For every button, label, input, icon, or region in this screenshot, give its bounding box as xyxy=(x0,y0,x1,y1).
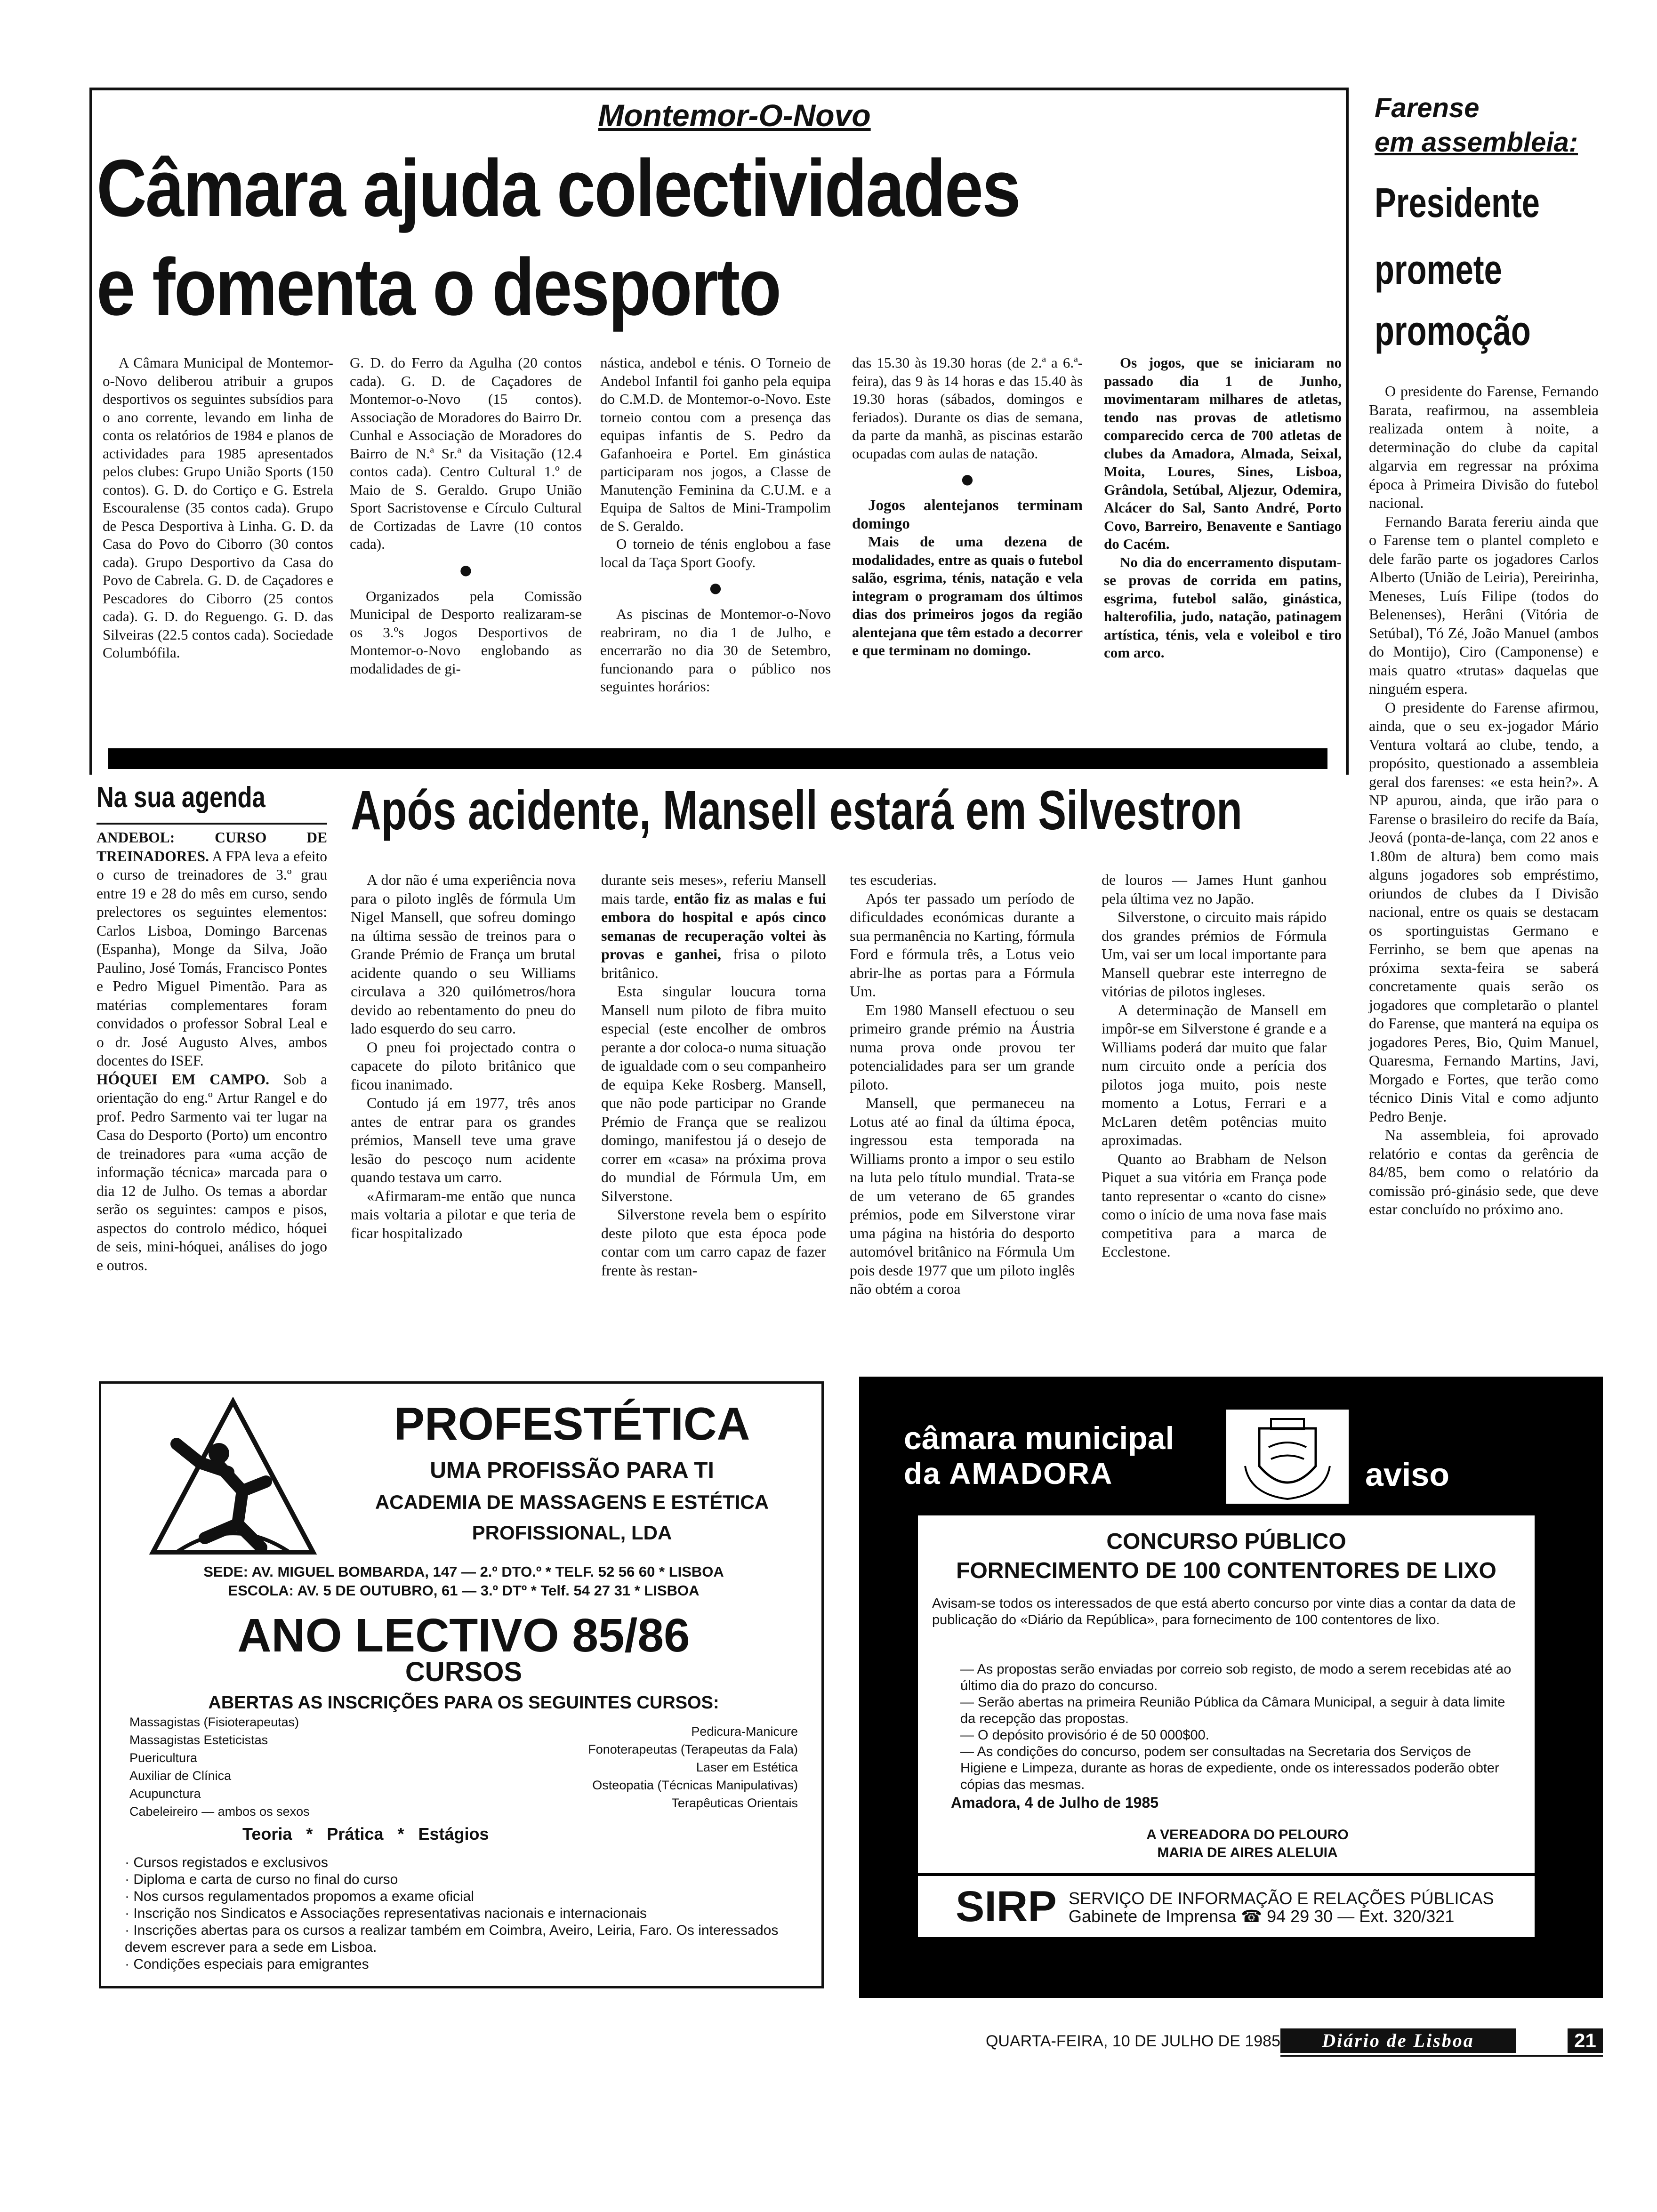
ad2-title1: CONCURSO PÚBLICO xyxy=(1106,1529,1346,1554)
main-col3-p1: nástica, andebol e ténis. O Torneio de Andebol Infantil foi ganho pela equipa do C.M.D. de Montemor-o-Novo. Este torneio contou com a presença das equipas infantis de S. Pedro da Gafanhoeira e Portel. Em ginástica participaram nos jogos, a Classe de Manutenção Feminina da C.U.M. e a Equipa de Saltos de Mini-Trampolim de S. Geraldo. xyxy=(600,354,831,534)
main-col-1 xyxy=(103,354,333,662)
ad2-sirp-panel xyxy=(918,1873,1535,1937)
course-item: Cabeleireiro — ambos os sexos xyxy=(129,1804,310,1819)
note-item: · Diploma e carta de curso no final do curso xyxy=(125,1872,398,1887)
course-item: Auxiliar de Clínica xyxy=(129,1769,232,1783)
main-headline-line2: e fomenta o desporto xyxy=(97,242,780,332)
main-col4-head: Jogos alentejanos terminam domingo xyxy=(852,497,1083,532)
bullet-icon: ● xyxy=(458,556,474,584)
main-col2-p2: Organizados pela Comissão Municipal de Desporto realizaram-se os 3.ºs Jogos Desportivos de Montemor-o-Novo englobando as modalidades de gi- xyxy=(350,587,582,677)
mansell-c1c: Contudo já em 1977, três anos antes de entrar para os grandes prémios, Mansell teve uma grave lesão do pescoço num acidente quando testava um carro. xyxy=(351,1094,576,1186)
ad2-sirp: SIRP xyxy=(956,1883,1057,1931)
ad2-item: — As condições do concurso, podem ser consultadas na Secretaria dos Serviços de Higiene e Limpeza, durante as horas de expediente, onde os interessados poderão obter cópias das mesmas. xyxy=(960,1744,1499,1792)
course-item: Osteopatia (Técnicas Manipulativas) xyxy=(592,1778,798,1792)
ad2-org2: da AMADORA xyxy=(904,1457,1113,1491)
ad2-date: Amadora, 4 de Julho de 1985 xyxy=(951,1794,1159,1811)
bullet-icon: ● xyxy=(708,575,723,601)
ad1-left-courses xyxy=(129,1713,431,1820)
side-p1: O presidente do Farense, Fernando Barata, reafirmou, na assembleia realizada ontem à noite, a determinação do clube da capital algarvia em regressar na próxima época à Primeira Divisão do futebol nacional. xyxy=(1369,383,1599,511)
ad2-intro: Avisam-se todos os interessados de que está aberto concurso por vinte dias a contar da data de publicação do «Diário da República», para fornecimento de 100 contentores de lixo. xyxy=(932,1596,1516,1627)
course-item: Terapêuticas Orientais xyxy=(671,1796,798,1810)
ad2-sign1: A VEREADORA DO PELOURO xyxy=(1146,1827,1349,1843)
note-text: Nos cursos regulamentados propomos a exame oficial xyxy=(133,1889,475,1904)
agenda-h2: HÓQUEI EM CAMPO. xyxy=(97,1071,270,1088)
mansell-c4d: Quanto ao Brabham de Nelson Piquet a sua vitória em França pode tanto representar o «canto do cisne» como o início de uma nova fase mais competitiva para a marca de Ecclestone. xyxy=(1102,1150,1327,1260)
ad1-escola: ESCOLA: AV. 5 DE OUTUBRO, 61 — 3.º DTº * Telf. 54 27 31 * LISBOA xyxy=(228,1582,700,1599)
mansell-c1: A dor não é uma experiência nova para o piloto inglês de fórmula Um Nigel Mansell, que sofreu domingo na última sessão de treinos para o Grande Prémio de França um brutal acidente quando o seu Williams circulava a 320 quilómetros/hora devido ao rebentamento do pneu do lado esquerdo do seu carro. xyxy=(351,871,576,1037)
mansell-c4b: Silverstone, o circuito mais rápido dos grandes prémios de Fórmula Um, vai ser um local importante para Mansell quebrar este interregno de vitórias de pilotos ingleses. xyxy=(1102,908,1327,1000)
main-col-4 xyxy=(852,354,1083,660)
course-item: Pedicura-Manicure xyxy=(691,1724,798,1739)
course-item: Massagistas Esteticistas xyxy=(129,1733,268,1747)
main-col-3 xyxy=(600,354,831,696)
note-item: · Condições especiais para emigrantes xyxy=(125,1956,369,1972)
side-body xyxy=(1369,382,1599,1219)
footer-masthead: Diário de Lisboa xyxy=(1280,2028,1516,2053)
ad2-item: — As propostas serão enviadas por correio sob registo, de modo a serem recebidas até ao último dia do prazo do concurso. xyxy=(960,1662,1512,1693)
main-col-5 xyxy=(1104,354,1342,662)
note-text: Inscrição nos Sindicatos e Associações representativas nacionais e internacionais xyxy=(133,1906,647,1921)
ad1-abertas: ABERTAS AS INSCRIÇÕES PARA OS SEGUINTES CURSOS: xyxy=(208,1693,719,1713)
ad2-sirp1: SERVIÇO DE INFORMAÇÃO E RELAÇÕES PÚBLICAS xyxy=(1069,1889,1494,1908)
note-text: Inscrições abertas para os cursos a realizar também em Coimbra, Aveiro, Leiria, Faro. Os interessados devem escrever para a sede em Lisboa. xyxy=(125,1923,779,1955)
main-col3-p2: O torneio de ténis englobou a fase local da Taça Sport Goofy. xyxy=(600,536,831,570)
side-headline-line2: promete xyxy=(1375,246,1502,293)
note-text: Cursos registados e exclusivos xyxy=(133,1855,328,1870)
athlete-logo-icon xyxy=(148,1397,318,1557)
ad1-ano: ANO LECTIVO 85/86 xyxy=(237,1609,690,1662)
side-headline-line1: Presidente xyxy=(1375,179,1540,226)
ad1-tag2: ACADEMIA DE MASSAGENS E ESTÉTICA xyxy=(375,1491,769,1513)
mansell-c2quote: então fiz as malas e fui embora do hospital e após cinco semanas de recuperação voltei às provas e ganhei, xyxy=(601,890,827,962)
note-item: · Inscrição nos Sindicatos e Associações representativas nacionais e internacionais xyxy=(125,1906,647,1921)
main-box-bottom-bar xyxy=(108,748,1327,769)
mansell-c3d: Mansell, que permaneceu na Lotus até ao final da última época, ingressou esta temporada na Williams pronto a impor o seu estilo na luta pelo título mundial. Trata-se de um veterano de 65 grandes prémios, pode em Silverstone virar uma página na história do desporto automóvel britânico na Fórmula Um pois desde 1977 que um piloto inglês não obtém a coroa xyxy=(850,1094,1075,1297)
agenda-title: Na sua agenda xyxy=(97,781,265,814)
ad1-name: PROFESTÉTICA xyxy=(394,1398,750,1450)
agenda-body xyxy=(97,828,327,1274)
ad1-notes xyxy=(125,1854,793,1973)
mansell-c4a: de louros — James Hunt ganhou pela última vez no Japão. xyxy=(1102,871,1327,907)
ad2-notice-panel xyxy=(918,1515,1535,1873)
main-col4-p2: Mais de uma dezena de modalidades, entre as quais o futebol salão, esgrima, ténis, natação e vela integram o programam dos últimos dias dos primeiros jogos da região alentejana que têm estado a decorrer e que terminam no domingo. xyxy=(852,533,1083,658)
ad2-sign2: MARIA DE AIRES ALELUIA xyxy=(1157,1845,1338,1860)
agenda-t2: Sob a orientação do eng.º Artur Rangel e do prof. Pedro Sarmento vai ter lugar na Casa do Desporto (Porto) um encontro de treinadores para «uma acção de informação técnica» marcada para o dia 12 de Julho. Os temas a abordar serão os seguintes: campos e pisos, aspectos do controlo médico, hóquei de seis, mini-hóquei, análises do jogo e outros. xyxy=(97,1071,327,1274)
mansell-c2d: Silverstone revela bem o espírito deste piloto que esta época pode contar com um carro capaz de fazer frente às restan- xyxy=(601,1206,826,1279)
footer-date: QUARTA-FEIRA, 10 DE JULHO DE 1985 xyxy=(985,2032,1280,2050)
ad1-right-courses xyxy=(478,1723,798,1812)
note-item: · Cursos registados e exclusivos xyxy=(125,1855,328,1870)
note-item: · Nos cursos regulamentados propomos a exame oficial xyxy=(125,1889,475,1904)
main-col3-p3: As piscinas de Montemor-o-Novo reabriram, no dia 1 de Julho, e encerrarão no dia 30 de Setembro, funcionando para o público nos seguintes horários: xyxy=(600,606,831,695)
ad1-sede: SEDE: AV. MIGUEL BOMBARDA, 147 — 2.º DTO.º * TELF. 52 56 60 * LISBOA xyxy=(203,1563,724,1580)
agenda-item-1 xyxy=(97,828,327,1070)
ad2-items xyxy=(960,1661,1516,1793)
mansell-c2c: Esta singular loucura torna Mansell num piloto de fibra muito especial (este encolher de ombros perante a dor coloca-o numa situação de igualdade com o seu companheiro de equipa Keke Rosberg. Mansell, que não pode participar no Grande Prémio de França que se realizou domingo, manifestou já o desejo de correr em «casa» na próxima prova do mundial de Fórmula Um, em Silverstone. xyxy=(601,983,826,1204)
mansell-headline: Após acidente, Mansell estará em Silvestron xyxy=(351,779,1242,842)
mode-item: Teoria xyxy=(242,1824,292,1843)
main-col1-text: A Câmara Municipal de Montemor-o-Novo deliberou atribuir a grupos desportivos os seguintes subsídios para o ano corrente, levando em linha de conta os relatórios de 1984 e planos de actividades para 1985 apresentados pelos clubes: Grupo União Sports (150 contos). G. D. do Cortiço e G. Estrela Escouralense (35 contos cada). Grupo de Pesca Desportiva à Linha. G. D. da Casa do Povo do Ciborro (30 contos cada). Grupo Desportivo da Casa do Povo de Cabrela. G. D. de Caçadores e Pescadores do Ciborro (25 contos cada). G. D. do Reguengo. G. D. das Silveiras (22.5 contos cada). Sociedade Columbófila. xyxy=(103,354,333,661)
course-item: Laser em Estética xyxy=(696,1760,798,1774)
ad1-tag1: UMA PROFISSÃO PARA TI xyxy=(430,1458,714,1483)
main-col-2 xyxy=(350,354,582,678)
main-col2-p1: G. D. do Ferro da Agulha (20 contos cada). G. D. de Caçadores de Montemor-o-Novo (15 contos). Associação de Moradores do Bairro Dr. Cunhal e Associação de Moradores do Bairro de N.ª Sr.ª da Visitação (12.4 contos cada). Centro Cultural 1.º de Maio de S. Geraldo. Grupo União Sport Sacristovense e Círculo Cultural de Cortizadas de Lavre (10 contos cada). xyxy=(350,354,582,552)
main-headline-line1: Câmara ajuda colectividades xyxy=(97,143,1020,233)
ad-amadora xyxy=(859,1377,1603,1998)
mode-item: Prática xyxy=(327,1824,384,1843)
mansell-c3a: tes escuderias. xyxy=(850,871,937,888)
ad2-org1: câmara municipal xyxy=(904,1420,1174,1456)
mansell-c2a: durante seis meses», referiu Mansell mais tarde, xyxy=(601,871,826,907)
mansell-col-1 xyxy=(351,871,576,1242)
note-item: · Inscrições abertas para os cursos a realizar também em Coimbra, Aveiro, Leiria, Faro. Os interessados devem escrever para a sede em Lisboa. xyxy=(125,1923,779,1955)
ad2-item: — O depósito provisório é de 50 000$00. xyxy=(960,1728,1209,1743)
mansell-c1b: O pneu foi projectado contra o capacete do piloto britânico que ficou inanimado. xyxy=(351,1038,576,1093)
main-col5-p1: Os jogos, que se iniciaram no passado dia 1 de Junho, movimentaram milhares de atletas, tendo nas provas de atletismo comparecido cerca de 700 atletas de clubes da Amadora, Almada, Seixal, Moita, Loures, Sines, Lisboa, Grândola, Setúbal, Aljezur, Odemira, Alcácer do Sal, Santo André, Porto Covo, Barreiro, Benavente e Santiago do Cacém. xyxy=(1104,354,1342,552)
municipal-crest-icon xyxy=(1226,1410,1349,1504)
ad-profestetica xyxy=(99,1381,824,1988)
main-box-right-rule xyxy=(1346,88,1349,775)
course-item: Puericultura xyxy=(129,1751,198,1765)
side-kicker-line2: em assembleia: xyxy=(1375,127,1578,158)
footer-page-number: 21 xyxy=(1568,2028,1603,2053)
ad1-cursos: CURSOS xyxy=(405,1657,523,1687)
ad2-sirp2: Gabinete de Imprensa ☎ 94 29 30 — Ext. 320/321 xyxy=(1069,1907,1455,1926)
ad2-item: — Serão abertas na primeira Reunião Pública da Câmara Municipal, a seguir à data limite da recepção das propostas. xyxy=(960,1695,1505,1726)
mansell-col-3 xyxy=(850,871,1075,1298)
course-item: Fonoterapeutas (Terapeutas da Fala) xyxy=(588,1742,798,1756)
side-p4: Na assembleia, foi aprovado relatório e contas da gerência de 84/85, bem como o relatório da comissão pró-ginásio sede, que deve estar concluído no próximo ano. xyxy=(1369,1126,1599,1218)
top-rule xyxy=(89,88,1349,90)
main-col5-p2: No dia do encerramento disputam-se provas de corrida em patins, esgrima, futebol salão, ginástica, halterofilia, judo, natação, patinagem artística, ténis, vela e voleibol e tiro com arco. xyxy=(1104,553,1342,661)
ad1-tag3: PROFISSIONAL, LDA xyxy=(472,1522,672,1544)
mansell-c1d: «Afirmaram-me então que nunca mais voltaria a pilotar e que teria de ficar hospitalizado xyxy=(351,1187,576,1242)
course-item: Massagistas (Fisioterapeutas) xyxy=(129,1715,299,1729)
mansell-c3c: Em 1980 Mansell efectuou o seu primeiro grande prémio na Áustria numa prova onde provou ter potencialidades para ser um grande piloto. xyxy=(850,1001,1075,1093)
main-box-left-rule xyxy=(89,88,92,775)
agenda-item-2 xyxy=(97,1070,327,1275)
main-kicker: Montemor-O-Novo xyxy=(598,98,871,133)
agenda-t1: A FPA leva a efeito o curso de treinadores de 3.º grau entre 19 e 28 do mês em curso, sendo prelectores os seguintes elementos: Carlos Lisboa, Domingo Barcenas (Espanha), Monge da Silva, João Paulino, José Tomás, Francisco Pontes e Pedro Miguel Pimentão. Para as matérias complementares foram convidados o professor Sobral Leal e o dr. José Augusto Alves, ambos docentes do ISEF. xyxy=(97,848,327,1069)
side-p2: Fernando Barata fereriu ainda que o Farense tem o plantel completo e dele farão parte os jogadores Carlos Alberto (União de Leiria), Pereirinha, Meneses, Luís Filipe (todos do Belenenses), Herâni (Vitória de Setúbal), Tó Zé, João Manuel (ambos do Montijo), Ciro (Camponense) e mais quatro «trutas» daquelas que ninguém espera. xyxy=(1369,513,1599,697)
ad2-aviso: aviso xyxy=(1365,1456,1449,1493)
mode-item: Estágios xyxy=(418,1824,489,1843)
main-col4-p1: das 15.30 às 19.30 horas (de 2.ª a 6.ª-feira), das 9 às 14 horas e das 15.40 às 19.30 horas (sábados, domingos e feriados). Durante os dias de semana, da parte da manhã, as piscinas estarão ocupadas com aulas de natação. xyxy=(852,354,1083,462)
note-text: Diploma e carta de curso no final do curso xyxy=(133,1872,398,1887)
agenda-rule xyxy=(97,823,327,825)
note-text: Condições especiais para emigrantes xyxy=(133,1956,369,1972)
agenda-h1: ANDEBOL: CURSO DE TREINADORES. xyxy=(97,829,327,865)
mansell-c3b: Após ter passado um período de dificuldades económicas durante a sua permanência no Karting, fórmula Ford e fórmula três, a Lotus veio abrir-lhe as portas para a Fórmula Um. xyxy=(850,890,1075,1000)
mansell-c2b: frisa o piloto britânico. xyxy=(601,946,826,981)
side-headline-line3: promoção xyxy=(1375,307,1531,354)
side-p3: O presidente do Farense afirmou, ainda, que o seu ex-jogador Mário Ventura voltará ao clube, tendo, a propósito, questionado a assembleia geral dos farenses: «e esta hein?». A NP apurou, ainda, que irão para o Farense o brasileiro do recife da Baía, Jeová (ponta-de-lança, com 22 anos e 1.80m de altura) bem como mais alguns jogadores sob empréstimo, oriundos de clubes da I Divisão nacional, entre os quais se destacam os sportinguistas Germano e Ferrinho, se bem que apenas na próxima sexta-feira se saberá concretamente quais serão os jogadores que completarão o plantel do Farense, que manterá na equipa os jogadores Peres, Bio, Quim Manuel, Quaresma, Fernando Martins, Javi, Morgado e Fortes, que terão como técnico Dinis Vital e como adjunto Pedro Benje. xyxy=(1369,698,1599,1125)
mansell-col-2 xyxy=(601,871,826,1280)
mansell-c2-para xyxy=(601,871,826,982)
mansell-c4c: A determinação de Mansell em impôr-se em Silverstone é grande e a Williams poderá dar muito que falar num circuito onde a perícia dos pilotos joga muito, pois neste momento a Lotus, Ferrari e a McLaren detêm potências muito aproximadas. xyxy=(1102,1001,1327,1148)
ad1-modes: Teoria * Prática * Estágios xyxy=(242,1824,489,1843)
ad2-title2: FORNECIMENTO DE 100 CONTENTORES DE LIXO xyxy=(956,1558,1496,1583)
side-kicker-line1: Farense xyxy=(1375,93,1480,123)
mansell-col-4 xyxy=(1102,871,1327,1261)
footer-rule xyxy=(1280,2055,1603,2057)
bullet-icon: ● xyxy=(960,466,975,493)
course-item: Acupunctura xyxy=(129,1787,201,1801)
